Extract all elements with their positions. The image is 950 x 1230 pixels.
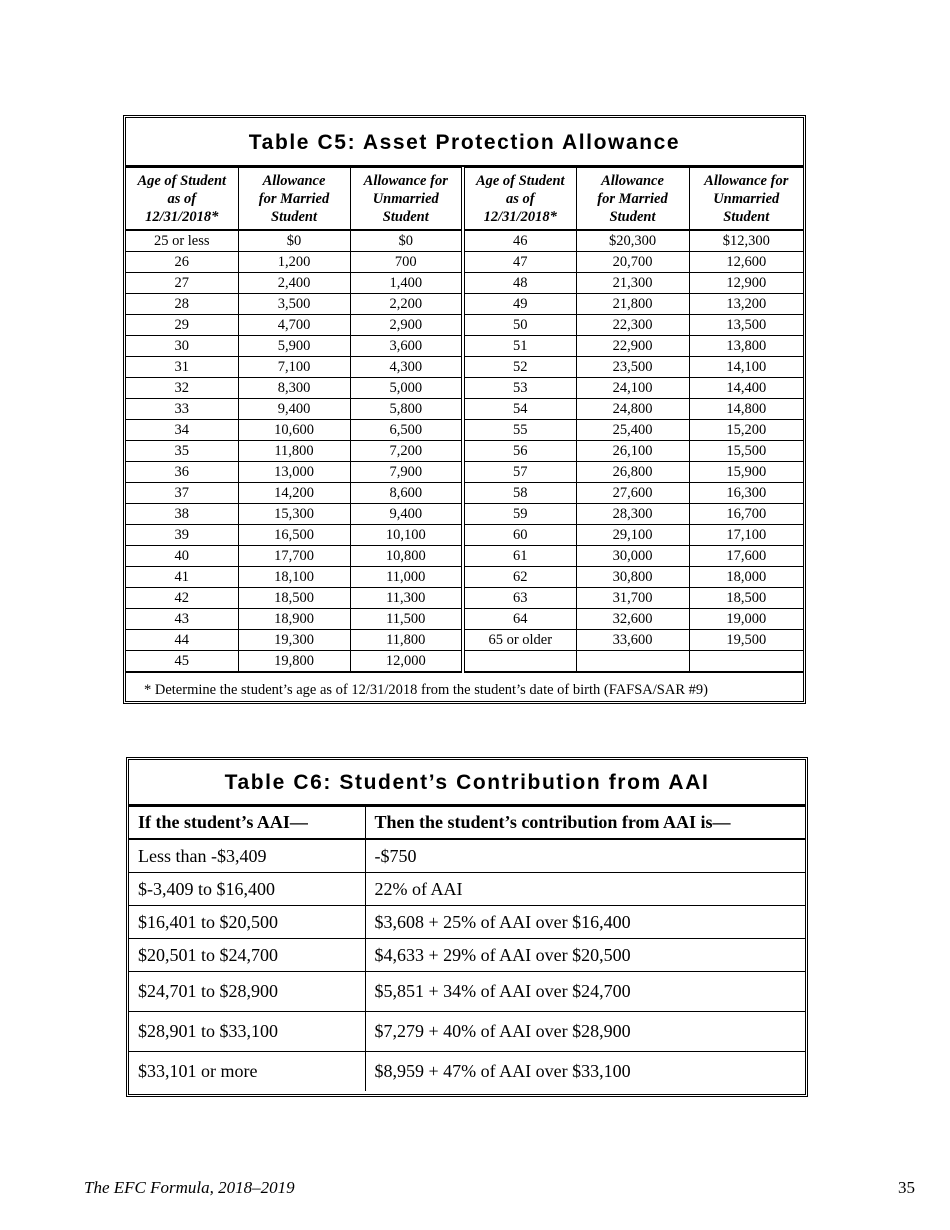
table-row	[126, 609, 803, 630]
table-row	[126, 462, 803, 483]
table-cell: 15,200	[689, 420, 803, 441]
table-cell: 16,500	[238, 525, 350, 546]
table-cell: 30,800	[576, 567, 689, 588]
table-cell: 700	[350, 252, 463, 273]
table-c5-footnote: * Determine the student’s age as of 12/31/2018 from the student’s date of birth (FAFSA/SAR #9)	[144, 682, 708, 698]
table-cell: $20,501 to $24,700	[129, 939, 365, 972]
table-cell: 15,900	[689, 462, 803, 483]
table-cell: 31,700	[576, 588, 689, 609]
table-cell: 29	[126, 315, 238, 336]
table-cell: 25,400	[576, 420, 689, 441]
table-cell: 58	[463, 483, 576, 504]
table-cell: 25 or less	[126, 230, 238, 252]
table-cell: 8,300	[238, 378, 350, 399]
table-cell: 24,800	[576, 399, 689, 420]
table-cell: 50	[463, 315, 576, 336]
table-cell: 37	[126, 483, 238, 504]
table-cell: 34	[126, 420, 238, 441]
table-cell: 19,500	[689, 630, 803, 651]
table-cell: 9,400	[238, 399, 350, 420]
table-cell: 4,300	[350, 357, 463, 378]
table-cell: 26	[126, 252, 238, 273]
table-cell: 5,800	[350, 399, 463, 420]
table-cell: 14,400	[689, 378, 803, 399]
table-cell	[576, 651, 689, 673]
table-cell: 11,500	[350, 609, 463, 630]
table-cell: 22% of AAI	[365, 873, 805, 906]
table-c5-header-5: Allowance for Unmarried Student	[689, 168, 803, 231]
table-cell: 7,900	[350, 462, 463, 483]
table-cell: 2,400	[238, 273, 350, 294]
table-cell: 7,200	[350, 441, 463, 462]
table-cell: $33,101 or more	[129, 1052, 365, 1092]
table-cell: 62	[463, 567, 576, 588]
table-cell: 3,500	[238, 294, 350, 315]
table-cell: 14,800	[689, 399, 803, 420]
table-cell: 13,000	[238, 462, 350, 483]
table-cell: $12,300	[689, 230, 803, 252]
table-cell: 65 or older	[463, 630, 576, 651]
table-c5-header-3: Age of Student as of 12/31/2018*	[463, 168, 576, 231]
table-cell: 32,600	[576, 609, 689, 630]
table-cell: 17,700	[238, 546, 350, 567]
table-cell: 54	[463, 399, 576, 420]
table-cell: 63	[463, 588, 576, 609]
table-row	[126, 441, 803, 462]
table-row	[126, 273, 803, 294]
table-cell: 10,800	[350, 546, 463, 567]
table-cell: 2,200	[350, 294, 463, 315]
table-row	[126, 294, 803, 315]
table-c5-header-2: Allowance for Unmarried Student	[350, 168, 463, 231]
table-cell: 46	[463, 230, 576, 252]
table-row	[129, 1052, 805, 1092]
table-cell: 40	[126, 546, 238, 567]
table-c5-header-0: Age of Student as of 12/31/2018*	[126, 168, 238, 231]
table-cell: 12,900	[689, 273, 803, 294]
table-cell: 1,200	[238, 252, 350, 273]
table-cell: 45	[126, 651, 238, 673]
table-row	[126, 357, 803, 378]
table-cell: 14,200	[238, 483, 350, 504]
table-cell: -$750	[365, 839, 805, 873]
table-cell: 13,500	[689, 315, 803, 336]
table-row	[129, 906, 805, 939]
table-cell: $0	[350, 230, 463, 252]
table-cell: 4,700	[238, 315, 350, 336]
table-cell: 39	[126, 525, 238, 546]
table-cell: 64	[463, 609, 576, 630]
table-cell: 52	[463, 357, 576, 378]
table-cell: 28,300	[576, 504, 689, 525]
table-cell: 15,300	[238, 504, 350, 525]
table-cell: 8,600	[350, 483, 463, 504]
table-cell: 11,000	[350, 567, 463, 588]
table-cell: 38	[126, 504, 238, 525]
table-cell: 33	[126, 399, 238, 420]
table-row	[129, 939, 805, 972]
table-cell: $4,633 + 29% of AAI over $20,500	[365, 939, 805, 972]
table-cell: 16,700	[689, 504, 803, 525]
table-cell: 7,100	[238, 357, 350, 378]
table-cell: 22,900	[576, 336, 689, 357]
table-cell: 10,600	[238, 420, 350, 441]
table-cell: 22,300	[576, 315, 689, 336]
table-cell: 41	[126, 567, 238, 588]
table-row	[126, 252, 803, 273]
table-cell: 17,100	[689, 525, 803, 546]
table-cell: 61	[463, 546, 576, 567]
table-row	[126, 230, 803, 252]
table-cell: 12,600	[689, 252, 803, 273]
table-c6-title: Table C6: Student’s Contribution from AAI	[129, 760, 805, 806]
table-row	[126, 378, 803, 399]
table-c5-header-4: Allowance for Married Student	[576, 168, 689, 231]
table-cell: $0	[238, 230, 350, 252]
table-cell: 19,800	[238, 651, 350, 673]
table-cell: $-3,409 to $16,400	[129, 873, 365, 906]
table-cell: 3,600	[350, 336, 463, 357]
table-cell: 32	[126, 378, 238, 399]
table-cell: $24,701 to $28,900	[129, 972, 365, 1012]
table-cell: 14,100	[689, 357, 803, 378]
table-cell: 11,800	[238, 441, 350, 462]
table-c5	[123, 115, 806, 704]
table-cell: 43	[126, 609, 238, 630]
table-row	[129, 972, 805, 1012]
table-cell: 55	[463, 420, 576, 441]
table-cell: 11,300	[350, 588, 463, 609]
table-cell: 18,000	[689, 567, 803, 588]
table-cell: 9,400	[350, 504, 463, 525]
table-cell: 51	[463, 336, 576, 357]
table-row	[126, 525, 803, 546]
table-row	[126, 420, 803, 441]
table-row	[126, 504, 803, 525]
table-c6-header-aai: If the student’s AAI—	[129, 807, 365, 840]
table-row	[126, 567, 803, 588]
table-row	[126, 651, 803, 673]
table-cell: 24,100	[576, 378, 689, 399]
table-cell: 27,600	[576, 483, 689, 504]
table-cell: 18,900	[238, 609, 350, 630]
table-cell: 30,000	[576, 546, 689, 567]
page-number: 35	[898, 1178, 915, 1197]
table-row	[129, 1012, 805, 1052]
footer-title: The EFC Formula, 2018–2019	[84, 1178, 295, 1197]
table-row	[129, 839, 805, 873]
table-cell	[689, 651, 803, 673]
table-cell: 30	[126, 336, 238, 357]
table-cell: 11,800	[350, 630, 463, 651]
table-c6-header-contribution: Then the student’s contribution from AAI is—	[365, 807, 805, 840]
table-cell: 53	[463, 378, 576, 399]
table-cell: 26,800	[576, 462, 689, 483]
table-cell: $28,901 to $33,100	[129, 1012, 365, 1052]
table-cell: Less than -$3,409	[129, 839, 365, 873]
table-cell: 27	[126, 273, 238, 294]
table-cell: 21,800	[576, 294, 689, 315]
table-row	[126, 399, 803, 420]
table-cell: 42	[126, 588, 238, 609]
table-cell: 47	[463, 252, 576, 273]
table-row	[126, 546, 803, 567]
table-cell: 15,500	[689, 441, 803, 462]
table-cell: 26,100	[576, 441, 689, 462]
table-cell: 31	[126, 357, 238, 378]
table-cell: 6,500	[350, 420, 463, 441]
table-cell: 5,900	[238, 336, 350, 357]
table-cell: $5,851 + 34% of AAI over $24,700	[365, 972, 805, 1012]
table-cell: 28	[126, 294, 238, 315]
table-cell: 29,100	[576, 525, 689, 546]
table-cell: 13,800	[689, 336, 803, 357]
table-cell: 33,600	[576, 630, 689, 651]
table-cell: 12,000	[350, 651, 463, 673]
table-row	[126, 336, 803, 357]
table-cell: $20,300	[576, 230, 689, 252]
table-cell: $7,279 + 40% of AAI over $28,900	[365, 1012, 805, 1052]
table-cell: 19,000	[689, 609, 803, 630]
table-cell: 13,200	[689, 294, 803, 315]
table-cell: $3,608 + 25% of AAI over $16,400	[365, 906, 805, 939]
table-cell: 49	[463, 294, 576, 315]
table-cell: 36	[126, 462, 238, 483]
table-c5-grid	[126, 167, 803, 673]
table-cell: 21,300	[576, 273, 689, 294]
table-c5-title: Table C5: Asset Protection Allowance	[126, 118, 803, 167]
table-row	[126, 588, 803, 609]
table-row	[126, 630, 803, 651]
table-cell: 20,700	[576, 252, 689, 273]
table-cell: 44	[126, 630, 238, 651]
table-cell: 18,500	[689, 588, 803, 609]
table-cell	[463, 651, 576, 673]
table-cell: 10,100	[350, 525, 463, 546]
table-cell: 19,300	[238, 630, 350, 651]
table-cell: 5,000	[350, 378, 463, 399]
table-cell: 16,300	[689, 483, 803, 504]
table-c6	[126, 757, 808, 1097]
table-cell: 1,400	[350, 273, 463, 294]
table-c5-header-1: Allowance for Married Student	[238, 168, 350, 231]
table-row	[126, 315, 803, 336]
table-cell: 59	[463, 504, 576, 525]
table-cell: 18,500	[238, 588, 350, 609]
table-row	[126, 483, 803, 504]
table-cell: 17,600	[689, 546, 803, 567]
table-cell: $8,959 + 47% of AAI over $33,100	[365, 1052, 805, 1092]
table-cell: 35	[126, 441, 238, 462]
table-cell: 60	[463, 525, 576, 546]
table-cell: 23,500	[576, 357, 689, 378]
table-c6-grid	[129, 806, 805, 1091]
table-cell: $16,401 to $20,500	[129, 906, 365, 939]
table-cell: 18,100	[238, 567, 350, 588]
table-cell: 2,900	[350, 315, 463, 336]
table-cell: 56	[463, 441, 576, 462]
table-row	[129, 873, 805, 906]
table-cell: 48	[463, 273, 576, 294]
table-cell: 57	[463, 462, 576, 483]
